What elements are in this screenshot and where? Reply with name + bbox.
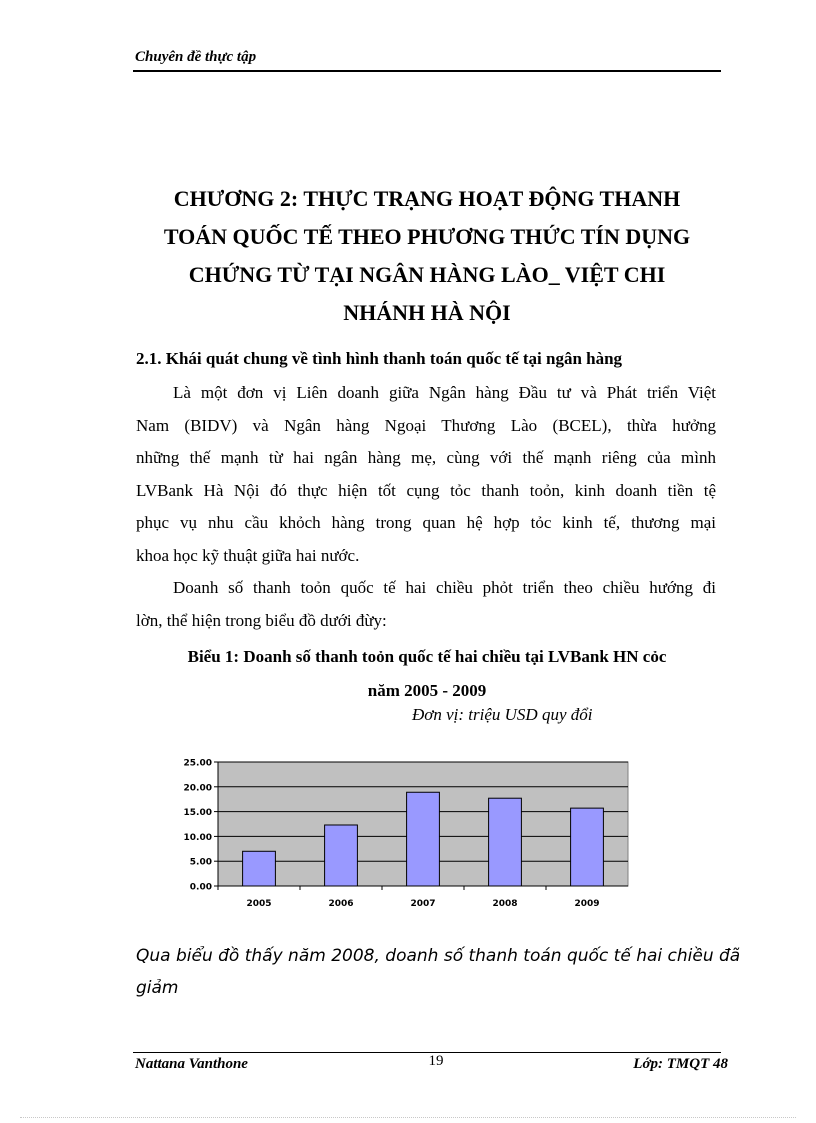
paragraph-line: LVBank Hà Nội đó thực hiện tốt cụng tỏc thanh toỏn, kinh doanh tiền tệ bbox=[136, 480, 716, 500]
chart-caption-title bbox=[133, 640, 721, 708]
chart-unit-note: Đơn vị: triệu USD quy đổi bbox=[412, 705, 593, 724]
chart-y-tick-label: 10.00 bbox=[183, 832, 212, 843]
chart-caption-line: Biểu 1: Doanh số thanh toỏn quốc tế hai chiều tại LVBank HN cỏc bbox=[187, 647, 667, 666]
chart-bar-2009 bbox=[571, 808, 604, 886]
chart-y-tick-label: 0.00 bbox=[189, 882, 212, 893]
chapter-title-line: CHƯƠNG 2: THỰC TRẠNG HOẠT ĐỘNG THANH bbox=[173, 186, 681, 211]
chapter-title bbox=[133, 180, 721, 332]
chart-bar-2008 bbox=[489, 798, 522, 886]
chart-bar-2005 bbox=[243, 851, 276, 886]
chapter-title-line: NHÁNH HÀ NỘI bbox=[343, 300, 511, 325]
conclusion-line: giảm bbox=[136, 978, 179, 998]
chapter-title-line: TOÁN QUỐC TẾ THEO PHƯƠNG THỨC TÍN DỤNG bbox=[163, 224, 691, 249]
chapter-title-line: CHỨNG TỪ TẠI NGÂN HÀNG LÀO_ VIỆT CHI bbox=[188, 262, 666, 287]
header-divider bbox=[133, 70, 721, 72]
chart-y-tick-label: 5.00 bbox=[189, 857, 212, 868]
paragraph-line: Doanh số thanh toỏn quốc tế hai chiều phỏt triển theo chiều hướng đi bbox=[173, 578, 716, 597]
page-header-title: Chuyên đề thực tập bbox=[135, 49, 257, 65]
page-edge bbox=[20, 1117, 796, 1118]
conclusion-text bbox=[136, 940, 741, 1004]
chart-y-tick-label: 20.00 bbox=[183, 783, 212, 794]
section-heading: 2.1. Khái quát chung về tình hình thanh toán quốc tế tại ngân hàng bbox=[136, 349, 623, 368]
page-number: 19 bbox=[428, 1053, 444, 1069]
chart-y-tick-label: 25.00 bbox=[183, 758, 212, 769]
chart-x-tick-label: 2005 bbox=[246, 899, 272, 909]
footer-author: Nattana Vanthone bbox=[135, 1056, 248, 1072]
paragraph-line: lờn, thể hiện trong biểu đồ dưới đừy: bbox=[136, 610, 387, 630]
chart-bar-2006 bbox=[325, 825, 358, 886]
paragraph-line: phục vụ nhu cầu khỏch hàng trong quan hệ hợp tỏc kinh tế, thương mại bbox=[136, 513, 716, 532]
conclusion-line: Qua biểu đồ thấy năm 2008, doanh số thanh toán quốc tế hai chiều đã bbox=[136, 946, 741, 966]
chart-caption-line: năm 2005 - 2009 bbox=[367, 681, 487, 700]
paragraph-line: Nam (BIDV) và Ngân hàng Ngoại Thương Lào (BCEL), thừa hưởng bbox=[136, 415, 716, 435]
paragraph-line: những thế mạnh từ hai ngân hàng mẹ, cùng với thế mạnh riêng của mình bbox=[136, 448, 716, 467]
chart-x-tick-label: 2006 bbox=[328, 899, 354, 909]
chart-x-tick-label: 2007 bbox=[410, 899, 436, 909]
paragraph-line: Là một đơn vị Liên doanh giữa Ngân hàng Đầu tư và Phát triển Việt bbox=[173, 383, 716, 402]
paragraph-1 bbox=[136, 377, 716, 572]
footer-class: Lớp: TMQT 48 bbox=[633, 1056, 728, 1072]
chart-y-tick-label: 15.00 bbox=[183, 808, 212, 819]
chart-x-tick-label: 2009 bbox=[574, 899, 600, 909]
chart-bar-2007 bbox=[407, 792, 440, 886]
paragraph-line: khoa học kỹ thuật giữa hai nước. bbox=[136, 545, 360, 565]
paragraph-2 bbox=[136, 572, 716, 637]
revenue-bar-chart bbox=[170, 752, 640, 914]
chart-x-tick-label: 2008 bbox=[492, 899, 518, 909]
